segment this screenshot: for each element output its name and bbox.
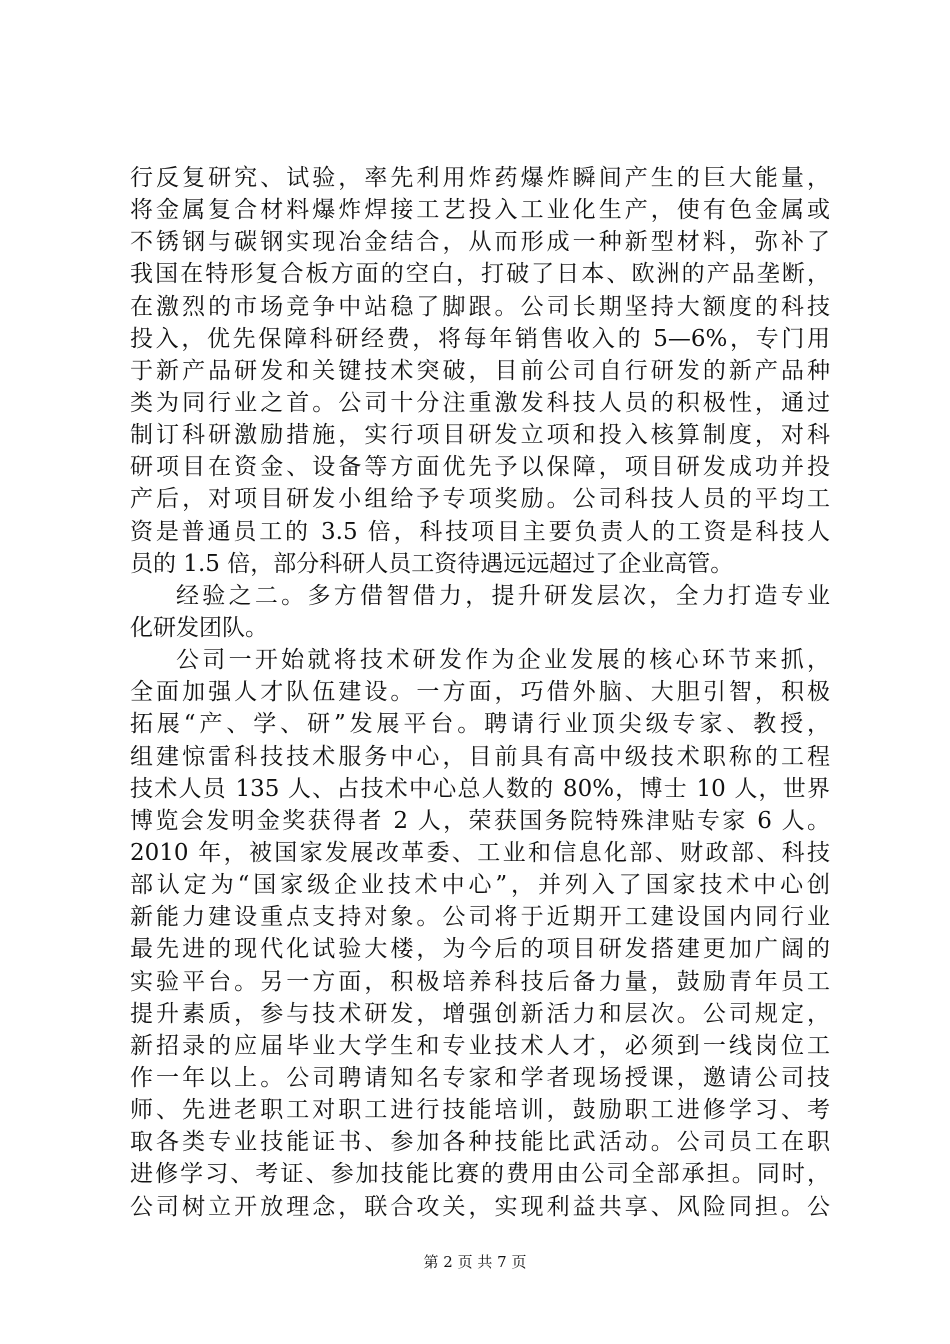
text-line: 最先进的现代化试验大楼，为今后的项目研发搭建更加广阔的 bbox=[130, 936, 830, 963]
text-line: 作一年以上。公司聘请知名专家和学者现场授课，邀请公司技 bbox=[130, 1064, 830, 1091]
text-line: 取各类专业技能证书、参加各种技能比武活动。公司员工在职 bbox=[130, 1129, 830, 1156]
text-line: 2010 年，被国家发展改革委、工业和信息化部、财政部、科技 bbox=[130, 839, 830, 866]
text-line: 部认定为“国家级企业技术中心”，并列入了国家技术中心创 bbox=[130, 872, 830, 899]
text-line: 公司一开始就将技术研发作为企业发展的核心环节来抓， bbox=[176, 647, 830, 674]
text-line: 制订科研激励措施，实行项目研发立项和投入核算制度，对科 bbox=[130, 422, 830, 449]
text-line: 实验平台。另一方面，积极培养科技后备力量，鼓励青年员工 bbox=[130, 968, 830, 995]
text-line: 新招录的应届毕业大学生和专业技术人才，必须到一线岗位工 bbox=[130, 1032, 830, 1059]
text-line: 研项目在资金、设备等方面优先予以保障，项目研发成功并投 bbox=[130, 454, 830, 481]
section-heading-line: 经验之二。多方借智借力，提升研发层次，全力打造专业 bbox=[176, 582, 830, 609]
text-line: 投入，优先保障科研经费，将每年销售收入的 5—6%，专门用 bbox=[130, 325, 830, 352]
text-line: 类为同行业之首。公司十分注重激发科技人员的积极性，通过 bbox=[130, 389, 830, 416]
text-line: 组建惊雷科技技术服务中心，目前具有高中级技术职称的工程 bbox=[130, 743, 830, 770]
text-line: 师、先进老职工对职工进行技能培训，鼓励职工进修学习、考 bbox=[130, 1097, 830, 1124]
text-line: 不锈钢与碳钢实现冶金结合，从而形成一种新型材料，弥补了 bbox=[130, 229, 830, 256]
text-line: 进修学习、考证、参加技能比赛的费用由公司全部承担。同时， bbox=[130, 1161, 830, 1188]
text-line: 行反复研究、试验，率先利用炸药爆炸瞬间产生的巨大能量， bbox=[130, 165, 830, 191]
text-line: 员的 1.5 倍，部分科研人员工资待遇远远超过了企业高管。 bbox=[130, 550, 734, 577]
document-body bbox=[130, 162, 830, 1223]
text-line: 技术人员 135 人、占技术中心总人数的 80%，博士 10 人，世界 bbox=[130, 775, 830, 802]
text-line: 产后，对项目研发小组给予专项奖励。公司科技人员的平均工 bbox=[130, 486, 830, 513]
text-line: 全面加强人才队伍建设。一方面，巧借外脑、大胆引智，积极 bbox=[130, 679, 830, 706]
text-line: 将金属复合材料爆炸焊接工艺投入工业化生产，使有色金属或 bbox=[130, 197, 830, 224]
text-line: 我国在特形复合板方面的空白，打破了日本、欧洲的产品垄断， bbox=[130, 261, 830, 288]
text-line: 新能力建设重点支持对象。公司将于近期开工建设国内同行业 bbox=[130, 904, 830, 931]
text-line: 拓展“产、学、研”发展平台。聘请行业顶尖级专家、教授， bbox=[130, 711, 830, 738]
text-line: 博览会发明金奖获得者 2 人，荣获国务院特殊津贴专家 6 人。 bbox=[130, 807, 830, 834]
text-line: 在激烈的市场竞争中站稳了脚跟。公司长期坚持大额度的科技 bbox=[130, 293, 830, 320]
text-line: 公司树立开放理念，联合攻关，实现利益共享、风险同担。公 bbox=[130, 1193, 830, 1220]
section-heading-line: 化研发团队。 bbox=[130, 614, 268, 641]
text-line: 提升素质，参与技术研发，增强创新活力和层次。公司规定， bbox=[130, 1000, 830, 1027]
page-number-footer: 第 2 页 共 7 页 bbox=[423, 1253, 527, 1271]
text-line: 资是普通员工的 3.5 倍，科技项目主要负责人的工资是科技人 bbox=[130, 518, 830, 545]
text-line: 于新产品研发和关键技术突破，目前公司自行研发的新产品种 bbox=[130, 357, 830, 384]
